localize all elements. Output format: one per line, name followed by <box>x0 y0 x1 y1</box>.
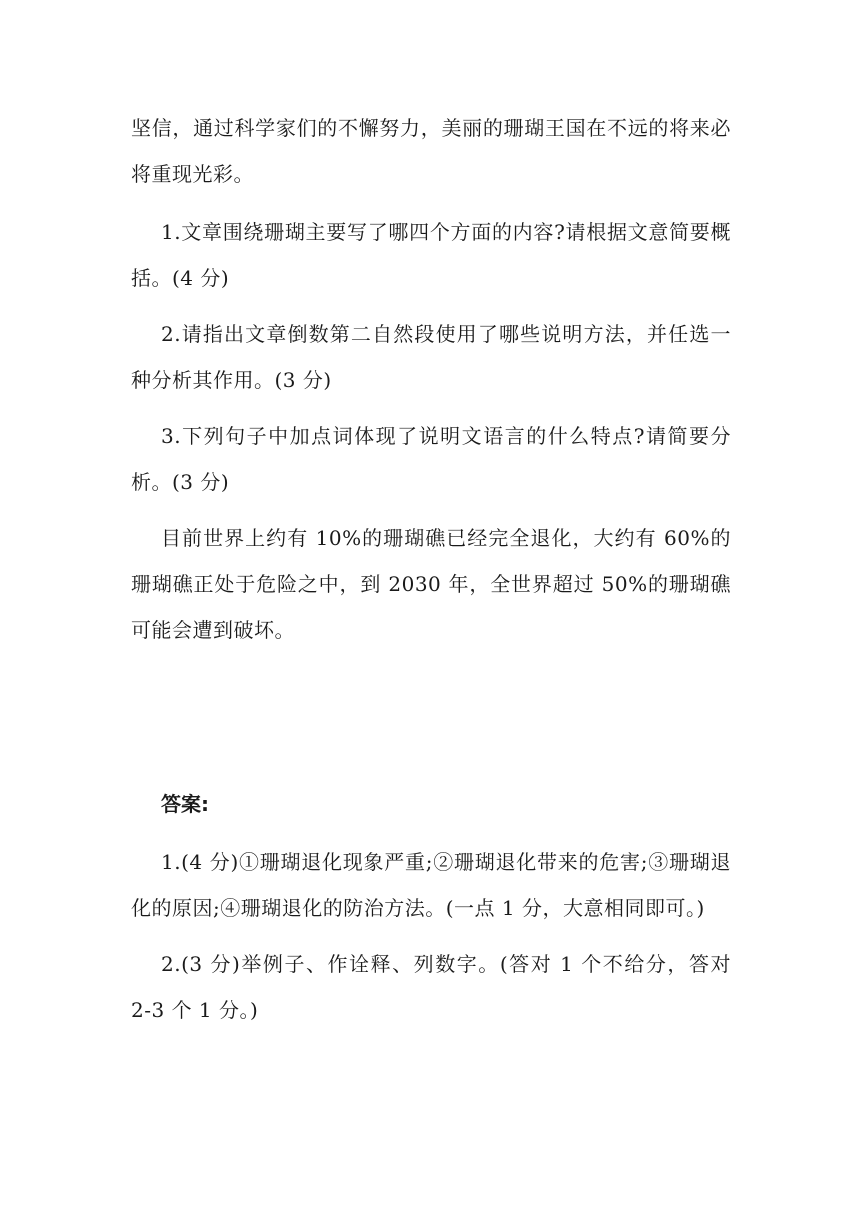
quoted-sentence: 目前世界上约有 10%的珊瑚礁已经完全退化，大约有 60%的珊瑚礁正处于危险之中，到 2030 年，全世界超过 50%的珊瑚礁可能会遭到破坏。 <box>131 526 731 642</box>
question-1: 1.文章围绕珊瑚主要写了哪四个方面的内容?请根据文意简要概括。(4 分) <box>131 220 731 290</box>
passage-closing-text: 坚信，通过科学家们的不懈努力，美丽的珊瑚王国在不远的将来必将重现光彩。 <box>131 116 731 186</box>
answers-heading: 答案: <box>161 792 209 816</box>
answer-2: 2.(3 分)举例子、作诠释、列数字。(答对 1 个不给分，答对 2-3 个 1 分。) <box>131 952 731 1022</box>
question-2: 2.请指出文章倒数第二自然段使用了哪些说明方法，并任选一种分析其作用。(3 分) <box>131 322 731 392</box>
answer-1: 1.(4 分)①珊瑚退化现象严重;②珊瑚退化带来的危害;③珊瑚退化的原因;④珊瑚退化的防治方法。(一点 1 分，大意相同即可。) <box>131 850 731 920</box>
question-3: 3.下列句子中加点词体现了说明文语言的什么特点?请简要分析。(3 分) <box>131 424 731 494</box>
